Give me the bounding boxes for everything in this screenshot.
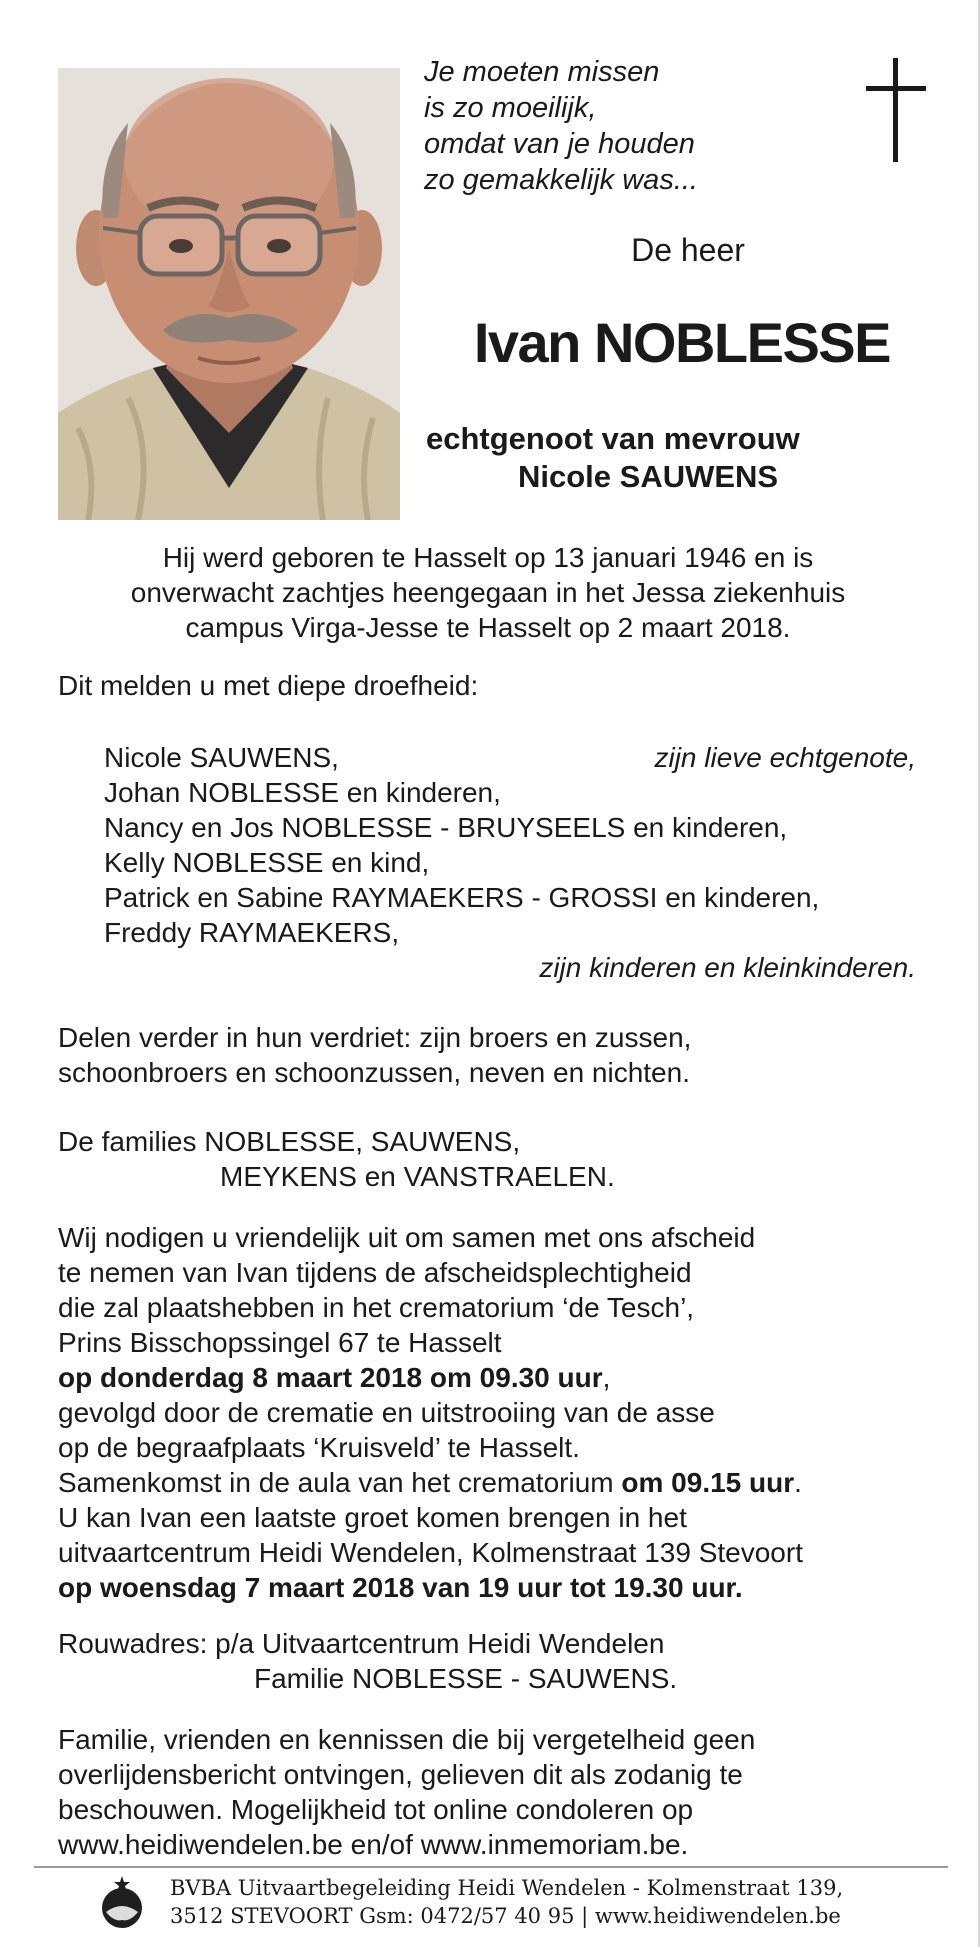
poem-line: zo gemakkelijk was... (424, 164, 698, 196)
text-line: MEYKENS en VANSTRAELEN. (220, 1161, 615, 1192)
statement-line: onverwacht zachtjes heengegaan in het Jessa ziekenhuis (130, 577, 846, 608)
text-line: U kan Ivan een laatste groet komen brengen in het (58, 1502, 687, 1533)
latin-cross-icon (866, 58, 926, 162)
text-line: beschouwen. Mogelijkheid tot online condoleren op (58, 1794, 694, 1825)
text-line: Wij nodigen u vriendelijk uit om samen met ons afscheid (58, 1222, 756, 1253)
family-row (104, 740, 924, 775)
portrait-photo (58, 68, 400, 520)
family-member: Patrick en Sabine RAYMAEKERS - GROSSI en kinderen, (104, 882, 820, 913)
closing-note (58, 1722, 938, 1862)
announcement-intro: Dit melden u met diepe droefheid: (58, 670, 479, 701)
funeral-home-footer (170, 1874, 843, 1930)
footer-divider (34, 1866, 948, 1868)
birth-death-statement (58, 540, 918, 645)
footer-line: 3512 STEVOORT Gsm: 0472/57 40 95 | www.heidiwendelen.be (170, 1904, 841, 1928)
text-line (58, 1465, 938, 1500)
statement-line: Hij werd geboren te Hasselt op 13 januari 1946 en is (162, 542, 814, 573)
mourning-address (58, 1626, 677, 1696)
honorific: De heer (631, 232, 745, 268)
poem (424, 54, 784, 198)
text-segment: Samenkomst in de aula van het crematorium (58, 1467, 622, 1498)
portrait-illustration (58, 68, 400, 520)
text-line: uitvaartcentrum Heidi Wendelen, Kolmenstraat 139 Stevoort (58, 1537, 803, 1568)
family-list (104, 740, 924, 985)
ceremony-invitation (58, 1220, 938, 1605)
text-line (58, 1360, 938, 1395)
poem-line: is zo moeilijk, (424, 92, 597, 124)
ceremony-date: op donderdag 8 maart 2018 om 09.30 uur (58, 1362, 603, 1393)
text-line: www.heidiwendelen.be en/of www.inmemoriam.be. (58, 1829, 689, 1860)
statement-line: campus Virga-Jesse te Hasselt op 2 maart 2018. (185, 612, 791, 643)
spouse-line (420, 420, 956, 496)
text-line: Prins Bisschopssingel 67 te Hasselt (58, 1327, 502, 1358)
funeral-home-logo-icon (96, 1872, 148, 1932)
extended-family (58, 1020, 691, 1090)
text-line: op de begraafplaats ‘Kruisveld’ te Hasselt. (58, 1432, 580, 1463)
deceased-name: Ivan NOBLESSE (473, 311, 890, 374)
text-line: De families NOBLESSE, SAUWENS, (58, 1126, 521, 1157)
footer-line: BVBA Uitvaartbegeleiding Heidi Wendelen - Kolmenstraat 139, (170, 1876, 844, 1900)
text-line: gevolgd door de crematie en uitstrooiing van de asse (58, 1397, 715, 1428)
text-line: overlijdensbericht ontvingen, gelieven dit als zodanig te (58, 1759, 743, 1790)
poem-line: omdat van je houden (424, 128, 695, 160)
visitation-date: op woensdag 7 maart 2018 van 19 uur tot 19.30 uur. (58, 1572, 743, 1603)
family-member: Johan NOBLESSE en kinderen, (104, 777, 501, 808)
text-line: Familie, vrienden en kennissen die bij vergetelheid geen (58, 1724, 756, 1755)
spouse-name: Nicole SAUWENS (518, 459, 779, 494)
gathering-time: om 09.15 uur (621, 1467, 795, 1498)
family-names (58, 1124, 615, 1194)
family-member: Kelly NOBLESSE en kind, (104, 847, 430, 878)
family-role: zijn kinderen en kleinkinderen. (539, 952, 916, 983)
family-member: Freddy RAYMAEKERS, (104, 917, 400, 948)
text-line: schoonbroers en schoonzussen, neven en nichten. (58, 1057, 690, 1088)
text-line: Rouwadres: p/a Uitvaartcentrum Heidi Wendelen (58, 1628, 665, 1659)
family-role: zijn lieve echtgenote, (654, 742, 916, 773)
poem-line: Je moeten missen (424, 56, 660, 88)
spouse-relation: echtgenoot van mevrouw (426, 421, 800, 456)
text-line: Familie NOBLESSE - SAUWENS. (254, 1663, 678, 1694)
text-line: Delen verder in hun verdriet: zijn broers en zussen, (58, 1022, 692, 1053)
family-member: Nicole SAUWENS, (104, 742, 339, 773)
punctuation: , (602, 1362, 611, 1393)
punctuation: . (794, 1467, 802, 1498)
family-member: Nancy en Jos NOBLESSE - BRUYSEELS en kinderen, (104, 812, 788, 843)
text-line: die zal plaatshebben in het crematorium ‘de Tesch’, (58, 1292, 695, 1323)
text-line: te nemen van Ivan tijdens de afscheidsplechtigheid (58, 1257, 692, 1288)
